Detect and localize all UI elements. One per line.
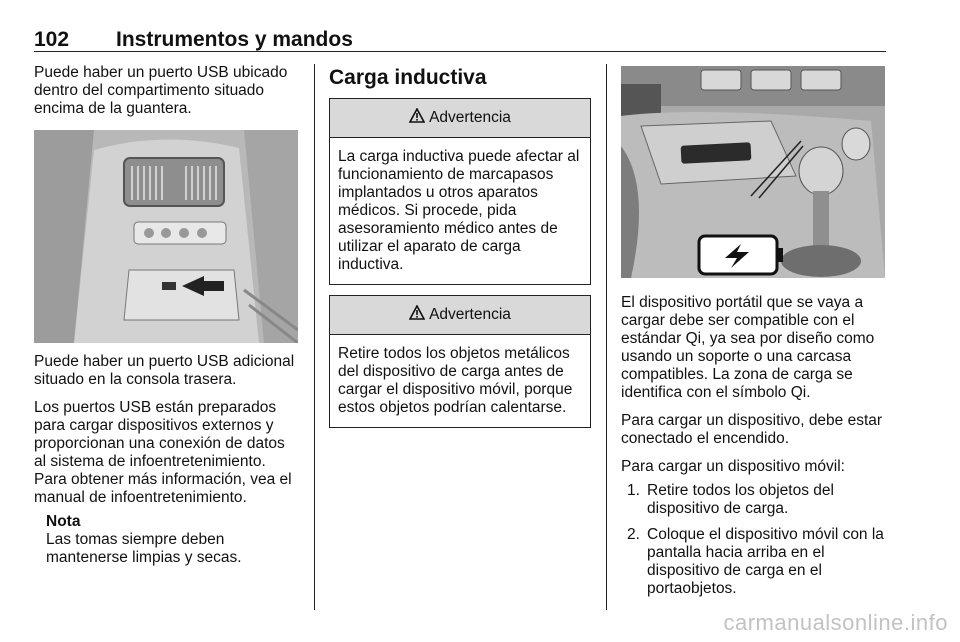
column-divider-2 bbox=[606, 64, 607, 610]
charging-tray-illustration bbox=[621, 66, 885, 278]
step-text-2: Coloque el dispositivo móvil con la pantalla hacia arriba en el dispositivo de carga en el portaobjetos. bbox=[647, 526, 884, 597]
inductive-charging-title: Carga inductiva bbox=[329, 66, 487, 89]
list-item bbox=[621, 482, 886, 518]
warning-body-1 bbox=[330, 138, 590, 284]
note-block bbox=[46, 513, 298, 567]
step-text-1: Retire todos los objetos del dispositivo de carga. bbox=[647, 482, 834, 517]
warning-triangle-icon bbox=[409, 108, 425, 128]
page-number: 102 bbox=[34, 28, 70, 51]
warning-label-2: Advertencia bbox=[429, 306, 511, 323]
step-number-2: 2. bbox=[627, 526, 640, 543]
rear-console-illustration bbox=[34, 130, 298, 343]
warning-text-1: La carga inductiva puede afectar al funcionamiento de marcapasos implantados u otros aparatos médicos. Si procede, pida asesoramiento médico antes de utilizar el aparato de carga inductiva. bbox=[338, 148, 580, 273]
column-divider-1 bbox=[314, 64, 315, 610]
column-3 bbox=[621, 64, 886, 606]
column-2 bbox=[329, 64, 591, 428]
warning-label-1: Advertencia bbox=[429, 109, 511, 126]
warning-header-1 bbox=[330, 99, 590, 138]
note-label: Nota bbox=[46, 513, 81, 530]
warning-box-2 bbox=[329, 295, 591, 428]
section-title: Instrumentos y mandos bbox=[116, 28, 353, 51]
watermark: carmanualsonline.info bbox=[723, 610, 948, 635]
qi-standard-paragraph: El dispositivo portátil que se vaya a cargar debe ser compatible con el estándar Qi, ya sea por diseño como usando un soporte o una carcasa compatibles. La zona de carga se identifica con el símbolo Qi. bbox=[621, 294, 875, 401]
charge-steps-list bbox=[621, 482, 886, 598]
step-number-1: 1. bbox=[627, 482, 640, 499]
usb-rear-paragraph: Puede haber un puerto USB adicional situado en la consola trasera. bbox=[34, 353, 295, 388]
warning-text-2: Retire todos los objetos metálicos del dispositivo de carga antes de cargar el dispositivo móvil, porque estos objetos podrían calentarse. bbox=[338, 345, 573, 416]
warning-body-2 bbox=[330, 335, 590, 427]
header-divider bbox=[34, 51, 886, 52]
warning-header-2 bbox=[330, 296, 590, 335]
warning-box-1 bbox=[329, 98, 591, 285]
inductive-charger-photo bbox=[621, 66, 885, 278]
list-item bbox=[621, 526, 886, 598]
ignition-paragraph: Para cargar un dispositivo, debe estar conectado el encendido. bbox=[621, 412, 883, 447]
note-text: Las tomas siempre deben mantenerse limpias y secas. bbox=[46, 531, 242, 566]
usb-glovebox-paragraph: Puede haber un puerto USB ubicado dentro del compartimento situado encima de la guantera. bbox=[34, 64, 288, 117]
rear-console-usb-photo bbox=[34, 130, 298, 343]
usb-description-paragraph: Los puertos USB están preparados para cargar dispositivos externos y proporcionan una conexión de datos al sistema de infoentretenimiento. Para obtener más información, vea el manual de infoentretenimiento. bbox=[34, 399, 292, 506]
warning-triangle-icon bbox=[409, 305, 425, 325]
charge-steps-intro: Para cargar un dispositivo móvil: bbox=[621, 458, 845, 475]
column-1 bbox=[34, 64, 298, 567]
